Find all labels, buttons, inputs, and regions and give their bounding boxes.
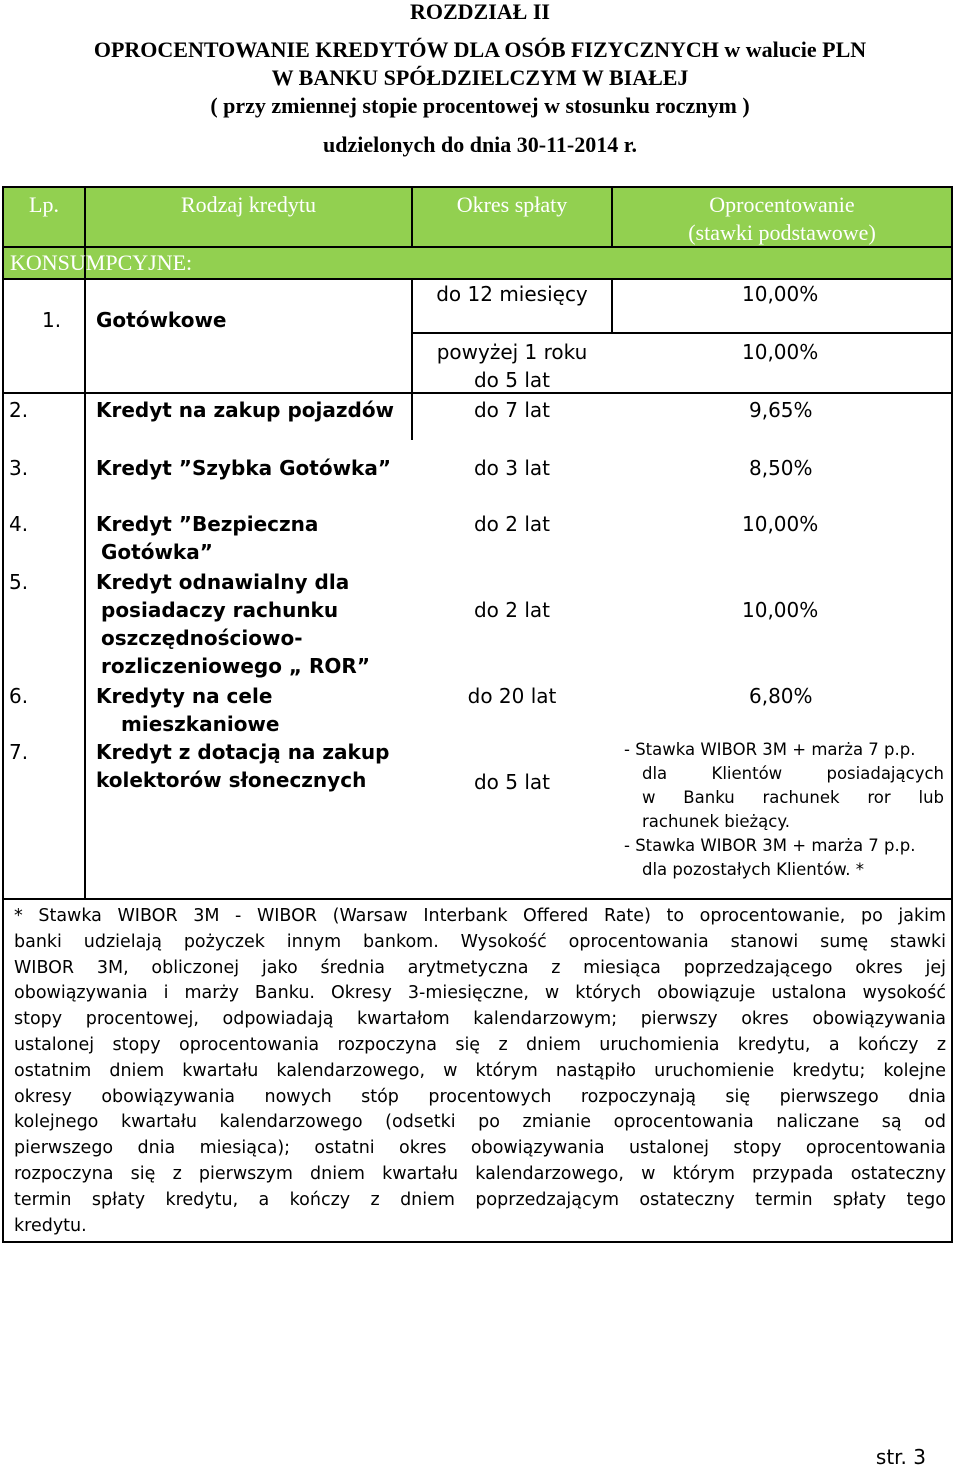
column-header-rate-sub: (stawki podstawowe) [688, 220, 876, 245]
rates-table [2, 186, 953, 900]
row-5-type-line3: oszczędnościowo- [101, 626, 303, 650]
row-7-rate-line5: - Stawka WIBOR 3M + marża 7 p.p. [624, 836, 916, 855]
row-5-period: do 2 lat [473, 598, 551, 622]
row-4-type-line1: Kredyt ”Bezpieczna [96, 512, 319, 536]
footnote-line: pierwszego dnia miesiąca); ostatni okres obowiązywania ustalonej stopy oprocentowania [14, 1138, 946, 1159]
row-7-lp: 7. [9, 740, 29, 764]
footnote-line: kolejnego kwartału kalendarzowego (odsetki po zmianie oprocentowania naliczane są od [14, 1112, 946, 1133]
row-5-type-line1: Kredyt odnawialny dla [96, 570, 350, 594]
column-divider [84, 188, 86, 898]
row-6-lp: 6. [9, 684, 29, 708]
column-header-rate: Oprocentowanie [709, 192, 855, 217]
row-divider [411, 332, 951, 334]
bank-name: W BANKU SPÓŁDZIELCZYM W BIAŁEJ [271, 65, 689, 90]
row-1-rate-a: 10,00% [742, 282, 819, 306]
row-1-period-b2: do 5 lat [473, 368, 551, 392]
footnote-line: okresy obowiązywania nowych stóp procentowych rozpoczynają się pierwszego dnia [14, 1086, 946, 1107]
row-6-period: do 20 lat [467, 684, 557, 708]
row-1-lp: 1. [42, 308, 62, 332]
row-1-rate-b: 10,00% [742, 340, 819, 364]
row-1-period-a: do 12 miesięcy [436, 282, 588, 306]
row-4-rate: 10,00% [742, 512, 819, 536]
row-2-rate: 9,65% [749, 398, 813, 422]
column-header-type: Rodzaj kredytu [180, 192, 317, 217]
row-3-period: do 3 lat [473, 456, 551, 480]
row-5-type-line4: rozliczeniowego „ ROR” [101, 654, 370, 678]
footnote-line: kredytu. [14, 1215, 87, 1236]
footnote-text [14, 904, 946, 1239]
row-7-rate-line2: dla Klientów posiadających [642, 764, 944, 783]
footnote-line: WIBOR 3M, obliczonej jako średnia arytmetyczna z miesiąca poprzedzającego okres jej [14, 957, 946, 978]
footnote-line: termin spłaty kredytu, a kończy z dniem poprzedzającym ostateczny termin spłaty tego [14, 1189, 946, 1210]
row-1-period-b: powyżej 1 roku [436, 340, 588, 364]
row-3-type: Kredyt ”Szybka Gotówka” [96, 456, 391, 480]
row-7-rate-line1: - Stawka WIBOR 3M + marża 7 p.p. [624, 740, 916, 759]
row-6-type-line1: Kredyty na cele [96, 684, 273, 708]
row-5-type-line2: posiadaczy rachunku [101, 598, 339, 622]
row-4-lp: 4. [9, 512, 29, 536]
column-header-lp: Lp. [29, 192, 59, 217]
row-4-type-line2: Gotówka” [101, 540, 213, 564]
row-7-period: do 5 lat [473, 770, 551, 794]
row-4-period: do 2 lat [473, 512, 551, 536]
column-divider [611, 278, 613, 334]
rate-type-note: ( przy zmiennej stopie procentowej w stosunku rocznym ) [210, 93, 750, 118]
footnote-line: ostatnim dniem kwartału kalendarzowego, w którym nastąpiło uruchomienie kredytu; kolejne [14, 1060, 946, 1081]
row-6-type-line2: mieszkaniowe [121, 712, 280, 736]
row-7-rate-line3: w Banku rachunek ror lub [642, 788, 944, 807]
row-2-period: do 7 lat [473, 398, 551, 422]
footnote-line: obowiązywania i marży Banku. Okresy 3-miesięczne, w których obowiązuje ustalona wysokość [14, 983, 946, 1004]
footnote-line: stopy procentowej, odpowiadają kwartałom kalendarzowym; pierwszy okres obowiązywania [14, 1009, 946, 1030]
row-3-rate: 8,50% [749, 456, 813, 480]
footnote-line: rozpoczyna się z pierwszym dniem kwartału kalendarzowego, w którym przypada ostateczny [14, 1163, 946, 1184]
row-5-rate: 10,00% [742, 598, 819, 622]
row-5-lp: 5. [9, 570, 29, 594]
footnote-line: * Stawka WIBOR 3M - WIBOR (Warsaw Interbank Offered Rate) to oprocentowanie, po jakim [14, 906, 946, 926]
row-1-type: Gotówkowe [96, 308, 227, 332]
row-7-rate-line4: rachunek bieżący. [642, 812, 791, 831]
row-7-type-line1: Kredyt z dotacją na zakup [96, 740, 390, 764]
footnote-box [2, 900, 953, 1243]
validity-date: udzielonych do dnia 30-11-2014 r. [323, 132, 637, 157]
footnote-line: ustalonej stopy oprocentowania rozpoczyna się z dniem uruchomienia kredytu, a kończy z [14, 1034, 946, 1055]
page-number: str. 3 [875, 1445, 926, 1469]
row-7-rate-line6: dla pozostałych Klientów. * [642, 860, 865, 879]
section-label: KONSUMPCYJNE: [10, 250, 193, 275]
row-2-lp: 2. [9, 398, 29, 422]
row-3-lp: 3. [9, 456, 29, 480]
footnote-line: banki udzielają pożyczek innym bankom. Wysokość oprocentowania stanowi sumę stawki [14, 931, 946, 952]
row-2-type: Kredyt na zakup pojazdów [96, 398, 395, 422]
document-title: OPROCENTOWANIE KREDYTÓW DLA OSÓB FIZYCZNYCH w walucie PLN [93, 37, 867, 62]
row-6-rate: 6,80% [749, 684, 813, 708]
row-7-type-line2: kolektorów słonecznych [96, 768, 367, 792]
column-header-period: Okres spłaty [456, 192, 568, 217]
chapter-title: ROZDZIAŁ II [410, 0, 550, 24]
